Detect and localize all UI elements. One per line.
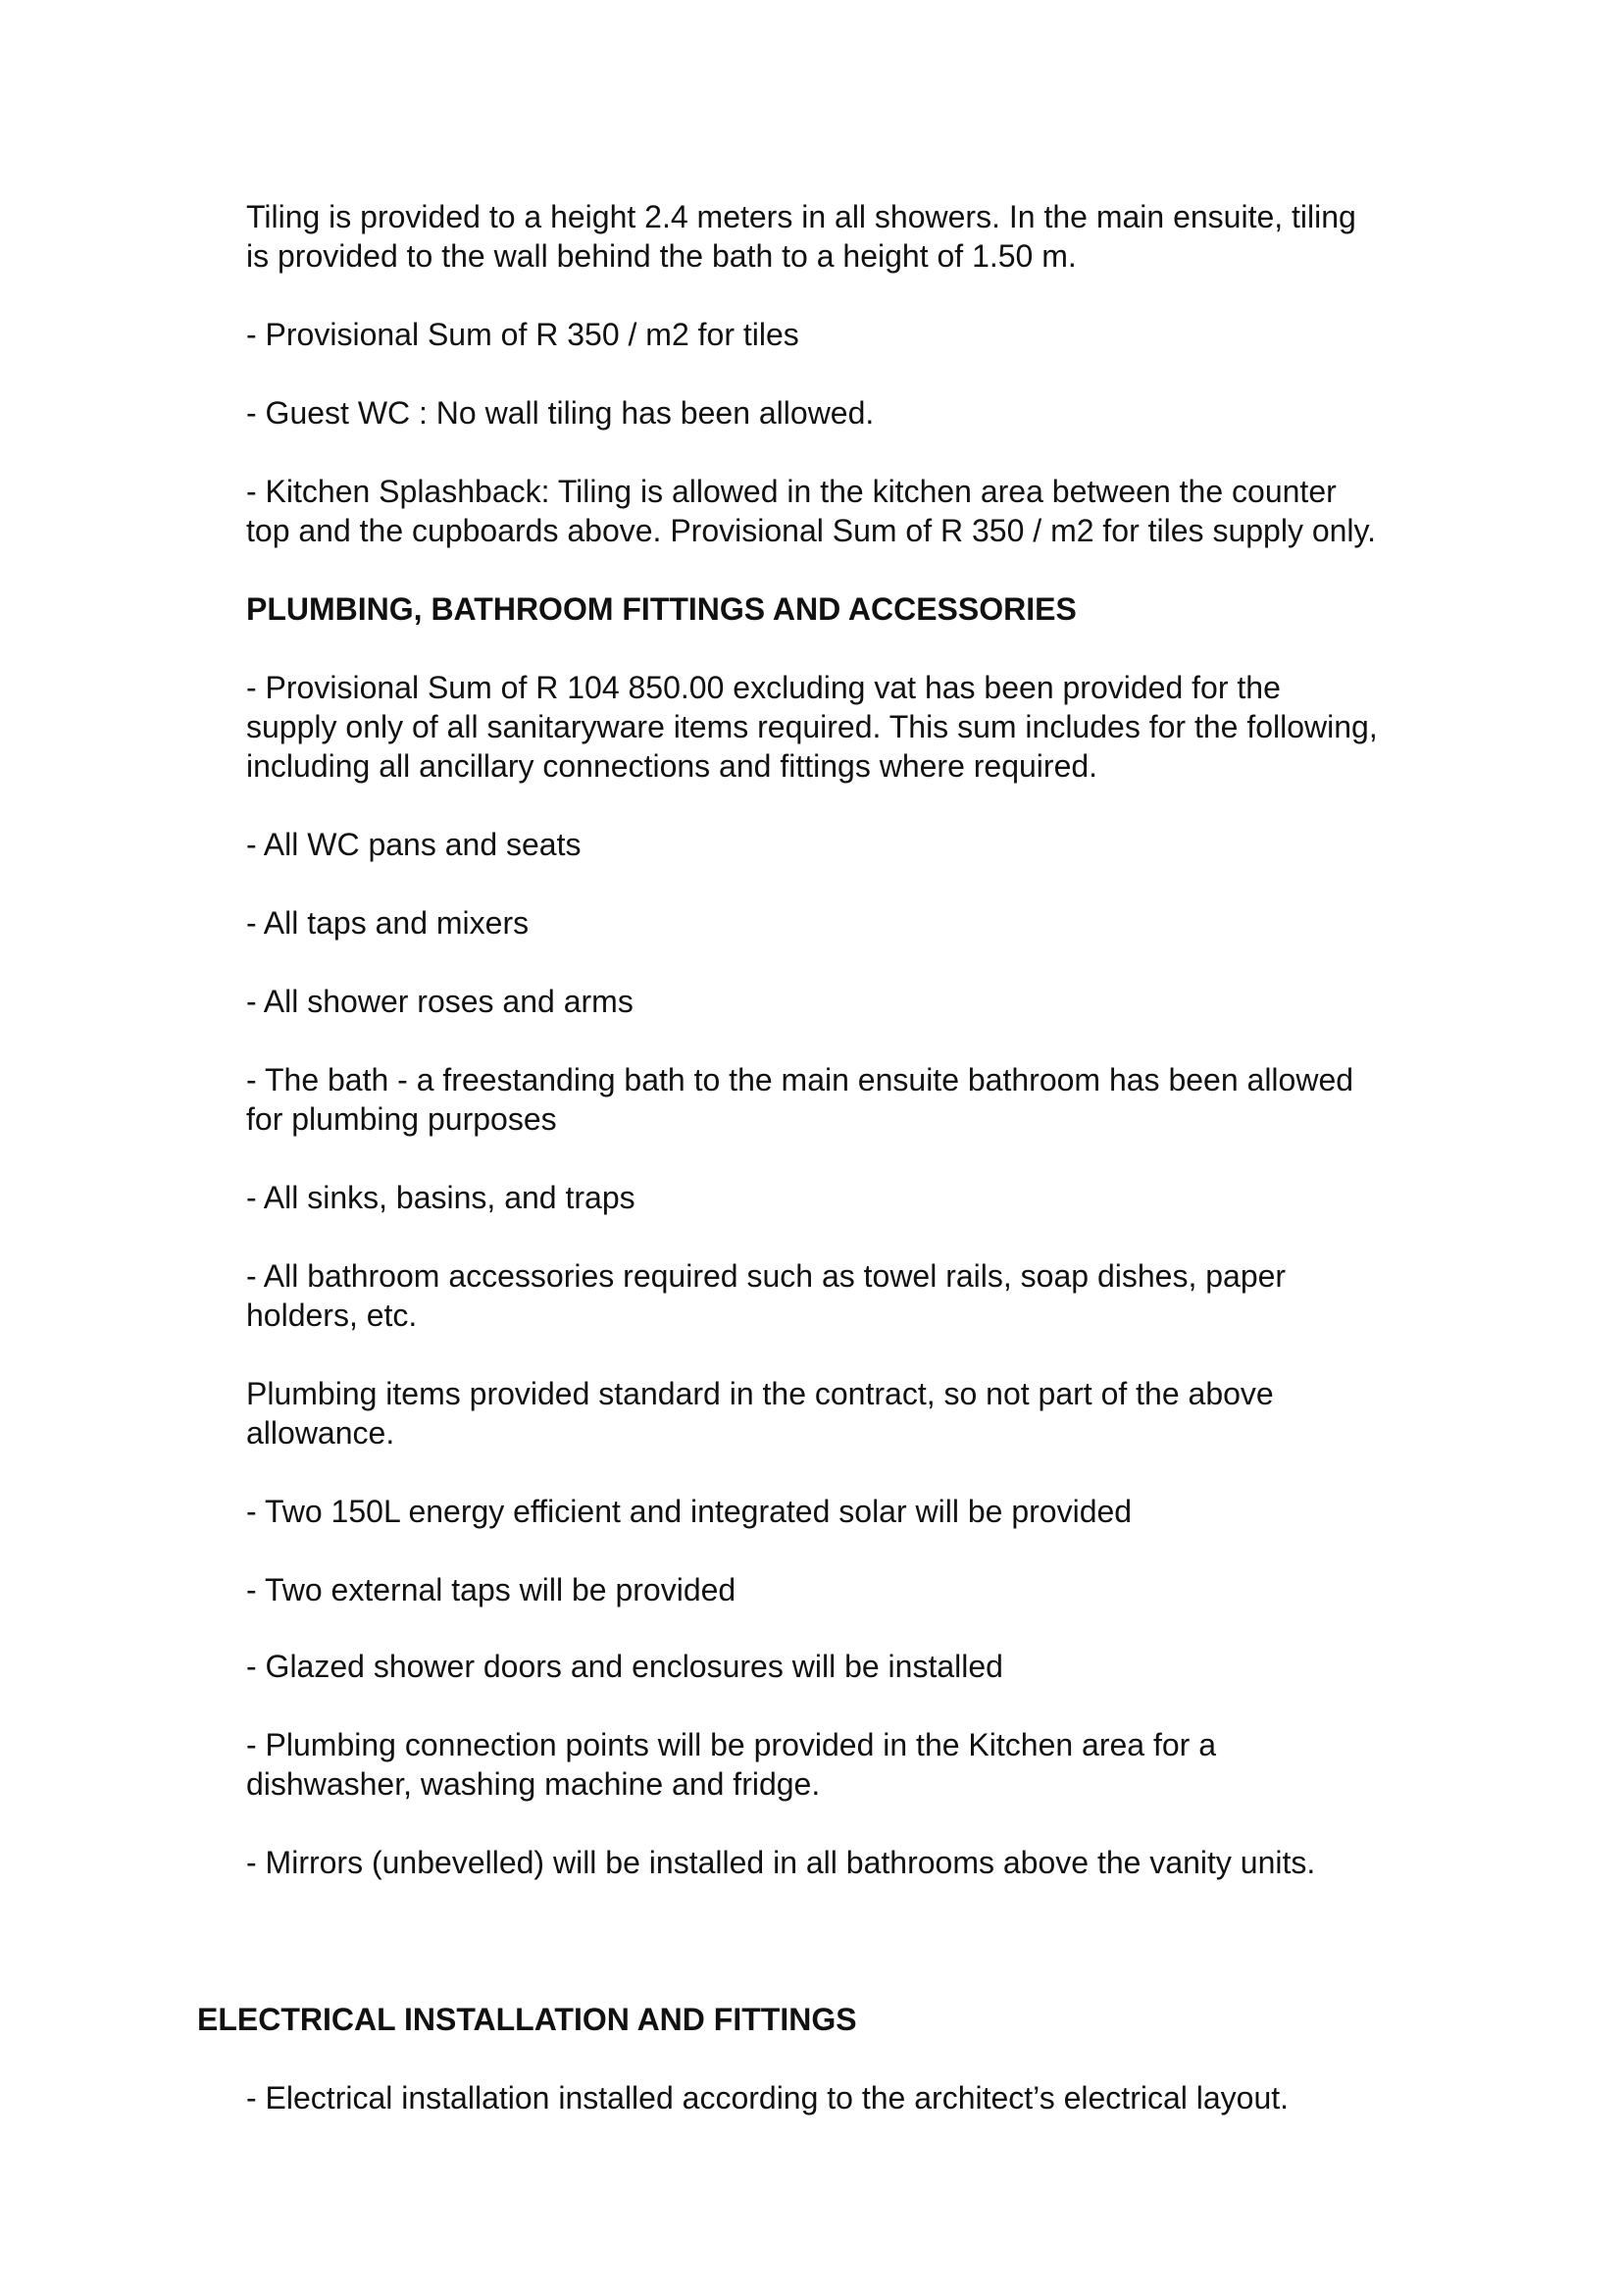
electrical-heading: ELECTRICAL INSTALLATION AND FITTINGS xyxy=(197,2002,857,2037)
plumbing-standard-paragraph xyxy=(246,1374,1274,1453)
solar-item: - Two 150L energy efficient and integrated solar will be provided xyxy=(246,1494,1133,1529)
tiling-intro-paragraph xyxy=(246,197,1356,276)
standard-line-2: allowance. xyxy=(246,1415,395,1451)
electrical-installation-item: - Electrical installation installed according to the architect’s electrical layout. xyxy=(246,2080,1290,2116)
connection-line-1: - Plumbing connection points will be provided in the Kitchen area for a xyxy=(246,1727,1217,1762)
bath-line-1: - The bath - a freestanding bath to the main ensuite bathroom has been allowed xyxy=(246,1062,1354,1097)
kitchen-splashback-line-2: top and the cupboards above. Provisional Sum of R 350 / m2 for tiles supply only. xyxy=(246,513,1377,548)
accessories-line-2: holders, etc. xyxy=(246,1298,418,1333)
guest-wc-note: - Guest WC : No wall tiling has been allowed. xyxy=(246,395,875,431)
connection-line-2: dishwasher, washing machine and fridge. xyxy=(246,1766,821,1802)
plumbing-sum-paragraph xyxy=(246,668,1378,786)
glazed-shower-item: - Glazed shower doors and enclosures will be installed xyxy=(246,1649,1003,1684)
shower-roses-item: - All shower roses and arms xyxy=(246,984,634,1019)
kitchen-splashback-line-1: - Kitchen Splashback: Tiling is allowed in the kitchen area between the counter xyxy=(246,474,1337,509)
bath-paragraph xyxy=(246,1060,1353,1139)
tiling-intro-line-2: is provided to the wall behind the bath to a height of 1.50 m. xyxy=(246,238,1077,274)
plumbing-sum-line-3: including all ancillary connections and fittings where required. xyxy=(246,748,1098,784)
sinks-basins-item: - All sinks, basins, and traps xyxy=(246,1180,635,1215)
taps-mixers-item: - All taps and mixers xyxy=(246,905,530,941)
tiling-intro-line-1: Tiling is provided to a height 2.4 meters in all showers. In the main ensuite, tiling xyxy=(246,199,1356,234)
accessories-line-1: - All bathroom accessories required such as towel rails, soap dishes, paper xyxy=(246,1258,1287,1294)
plumbing-sum-line-1: - Provisional Sum of R 104 850.00 excluding vat has been provided for the xyxy=(246,670,1281,705)
mirrors-item: - Mirrors (unbevelled) will be installed in all bathrooms above the vanity units. xyxy=(246,1845,1316,1880)
plumbing-heading: PLUMBING, BATHROOM FITTINGS AND ACCESSORIES xyxy=(246,591,1077,627)
bath-line-2: for plumbing purposes xyxy=(246,1101,557,1137)
connection-points-paragraph xyxy=(246,1725,1216,1804)
standard-line-1: Plumbing items provided standard in the contract, so not part of the above xyxy=(246,1376,1274,1411)
external-taps-item: - Two external taps will be provided xyxy=(246,1572,736,1607)
tiling-provisional-sum: - Provisional Sum of R 350 / m2 for tiles xyxy=(246,317,799,352)
bathroom-accessories-paragraph xyxy=(246,1256,1286,1335)
plumbing-sum-line-2: supply only of all sanitaryware items required. This sum includes for the following, xyxy=(246,709,1378,744)
wc-pans-item: - All WC pans and seats xyxy=(246,827,582,862)
kitchen-splashback-paragraph xyxy=(246,472,1376,550)
